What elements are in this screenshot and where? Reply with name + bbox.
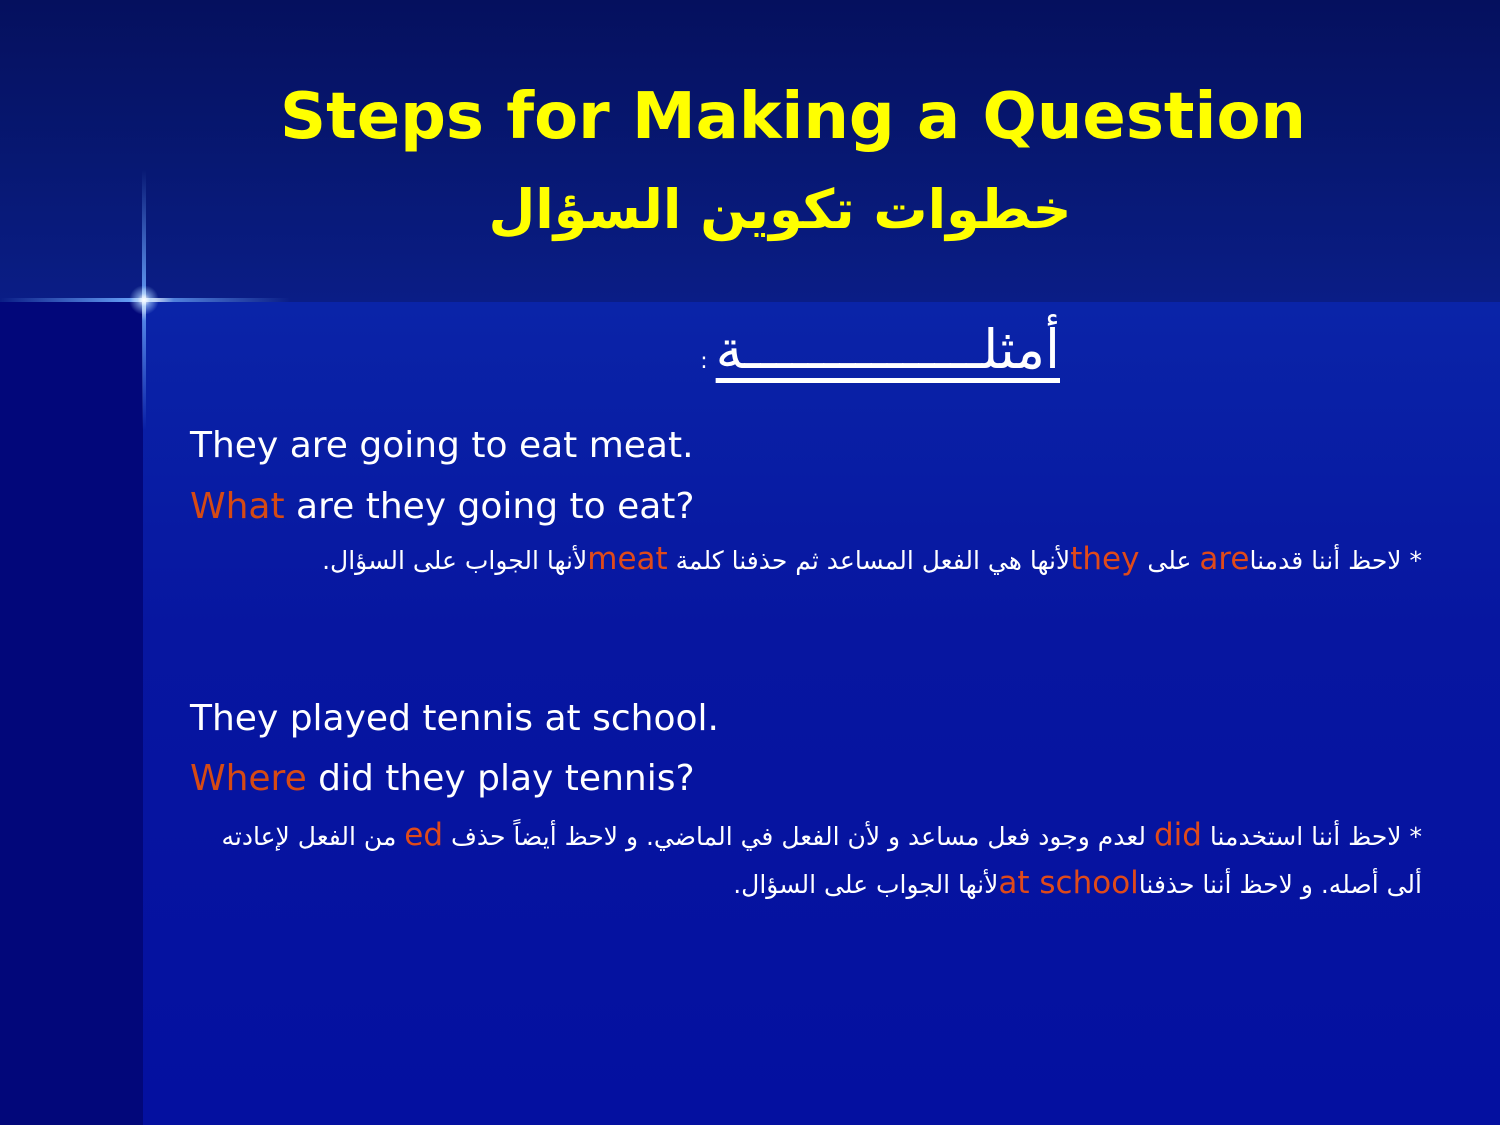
note-1-part1: * لاحظ أننا قدمنا bbox=[1249, 546, 1422, 575]
example-2-statement: They played tennis at school. bbox=[190, 698, 719, 739]
example-2-question bbox=[190, 758, 695, 799]
note-2-word-ed: ed bbox=[404, 817, 444, 853]
note-2-part1: * لاحظ أننا استخدمنا bbox=[1201, 822, 1422, 851]
note-2-word-at-school: at school bbox=[998, 865, 1139, 901]
slide-title: Steps for Making a Question bbox=[280, 80, 1306, 154]
note-2-word-did: did bbox=[1153, 817, 1202, 853]
examples-heading bbox=[560, 318, 1060, 381]
example-2-note bbox=[196, 812, 1422, 908]
note-2-part3: من الفعل لإعادته ألى أصله. و لاحظ أننا حذفنا bbox=[221, 822, 1422, 899]
examples-heading-text: أمثلـــــــــــــــة bbox=[715, 318, 1060, 381]
note-2-part2: لعدم وجود فعل مساعد و لأن الفعل في الماضي. و لاحظ أيضاً حذف bbox=[443, 822, 1154, 851]
example-1-question bbox=[190, 486, 695, 527]
slide-title-arabic: خطوات تكوين السؤال bbox=[488, 178, 1072, 241]
example-1-statement: They are going to eat meat. bbox=[190, 425, 694, 466]
example-1-question-rest: are they going to eat? bbox=[284, 486, 695, 527]
note-1-word-are: are bbox=[1199, 541, 1250, 577]
note-1-part3: لأنها هي الفعل المساعد ثم حذفنا كلمة bbox=[667, 546, 1071, 575]
example-1-question-word: What bbox=[190, 486, 285, 527]
note-1-word-they: they bbox=[1070, 541, 1140, 577]
example-2-question-rest: did they play tennis? bbox=[306, 758, 695, 799]
examples-heading-colon: : bbox=[700, 349, 708, 374]
note-1-part2: على bbox=[1139, 546, 1200, 575]
example-2-question-word: Where bbox=[190, 758, 307, 799]
example-1-note bbox=[262, 536, 1422, 584]
note-1-part4: لأنها الجواب على السؤال. bbox=[322, 546, 588, 575]
note-1-word-meat: meat bbox=[587, 541, 668, 577]
light-flare-core bbox=[128, 286, 160, 314]
note-2-part4: لأنها الجواب على السؤال. bbox=[733, 870, 999, 899]
